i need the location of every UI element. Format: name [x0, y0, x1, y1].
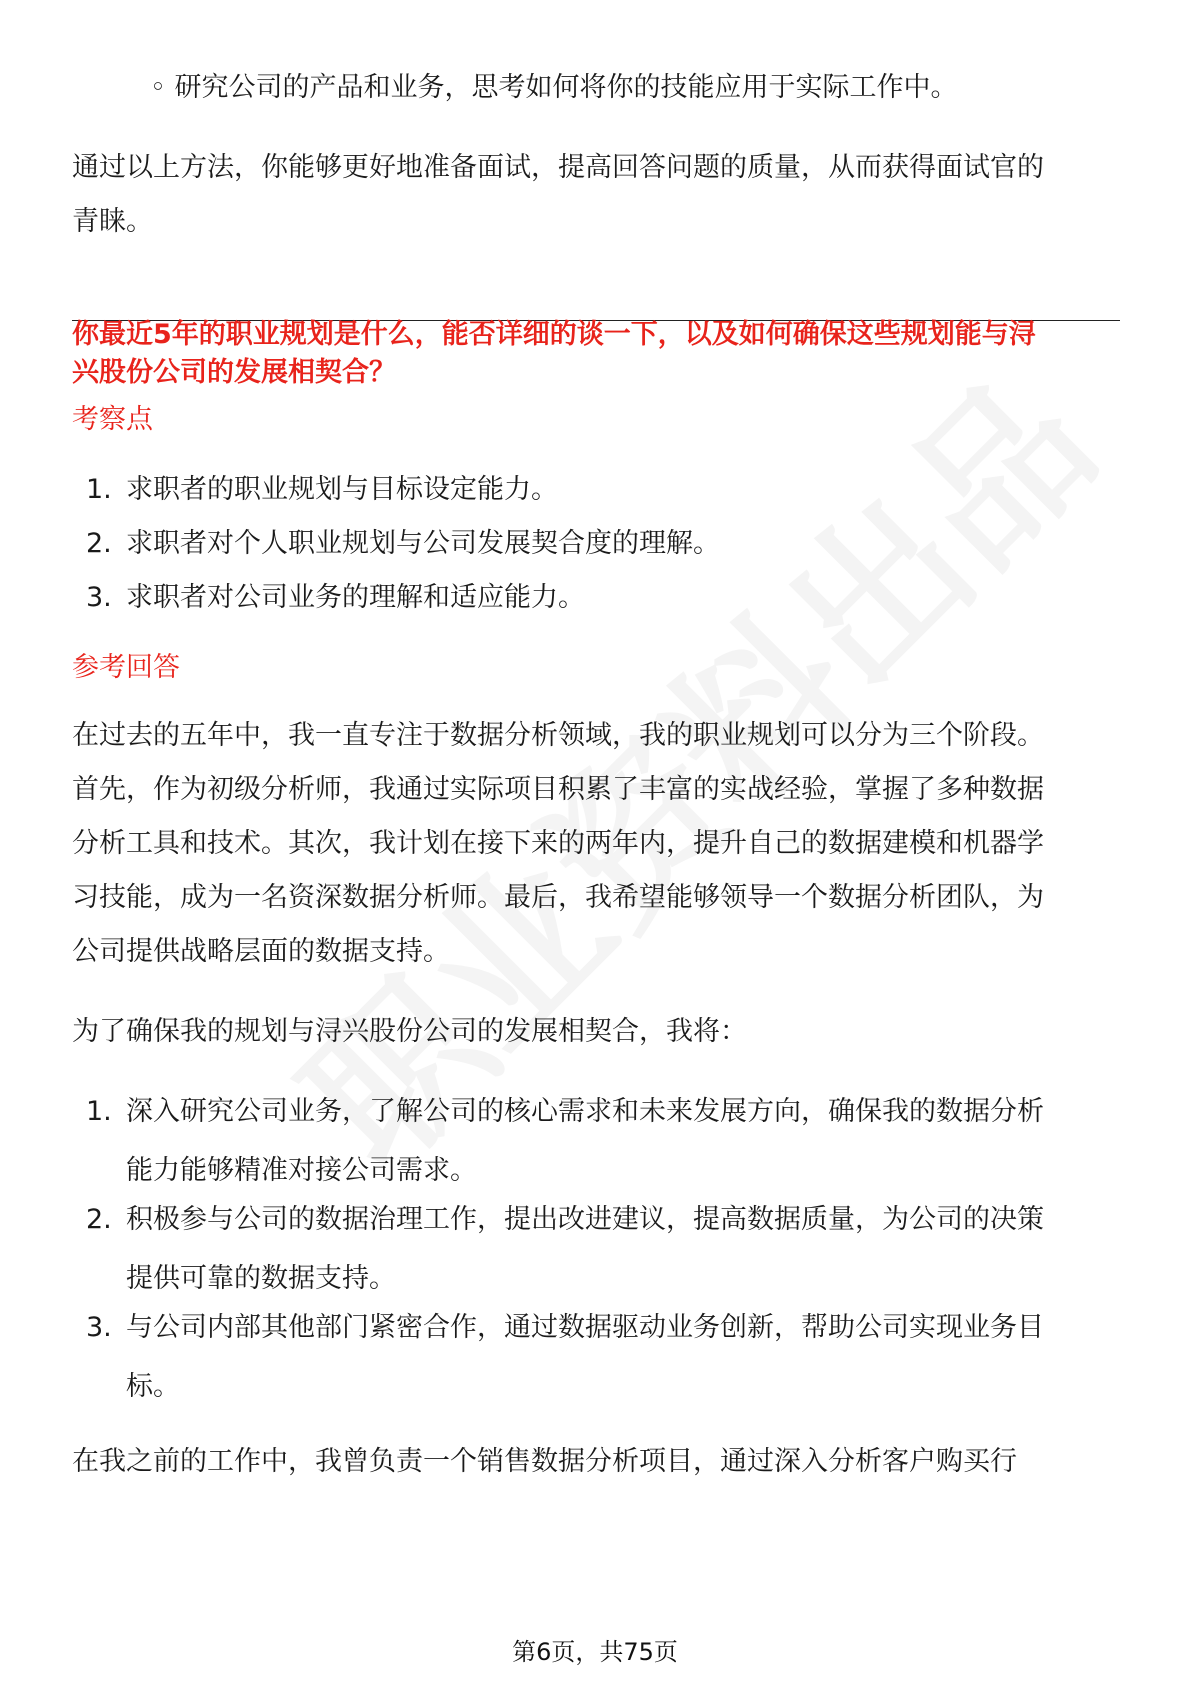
answer-item-line-1: 深入研究公司业务，了解公司的核心需求和未来发展方向，确保我的数据分析	[126, 1096, 1044, 1127]
page-number-footer: 第6页，共75页	[512, 1638, 678, 1666]
answer-item-line-1: 积极参与公司的数据治理工作，提出改进建议，提高数据质量，为公司的决策	[126, 1204, 1044, 1235]
watermark	[243, 315, 1138, 1210]
answer-para2: 为了确保我的规划与浔兴股份公司的发展相契合，我将：	[72, 1016, 747, 1047]
answer-item-line-2: 能力能够精准对接公司需求。	[126, 1155, 477, 1186]
question-line-1: 你最近5年的职业规划是什么，能否详细的谈一下，以及如何确保这些规划能与浔	[72, 319, 1036, 350]
question-line-2: 兴股份公司的发展相契合？	[72, 357, 396, 388]
focus-item-text: 求职者对个人职业规划与公司发展契合度的理解。	[126, 528, 720, 559]
sub-bullet-marker: ◦	[150, 72, 166, 103]
answer-para1-line: 公司提供战略层面的数据支持。	[72, 936, 450, 967]
answer-item-number: 2.	[86, 1204, 112, 1235]
focus-item-number: 1.	[86, 474, 112, 505]
focus-item-number: 2.	[86, 528, 112, 559]
answer-item-text	[126, 1202, 1044, 1297]
answer-item-line-2: 标。	[126, 1371, 180, 1402]
answer-item-line-1: 与公司内部其他部门紧密合作，通过数据驱动业务创新，帮助公司实现业务目	[126, 1312, 1044, 1343]
focus-item-text: 求职者对公司业务的理解和适应能力。	[126, 582, 585, 613]
answer-item-number: 3.	[86, 1312, 112, 1343]
sub-bullet-item	[150, 70, 958, 106]
focus-title: 考察点	[72, 404, 153, 435]
answer-para1-line: 分析工具和技术。其次，我计划在接下来的两年内，提升自己的数据建模和机器学	[72, 828, 1044, 859]
focus-item-number: 3.	[86, 582, 112, 613]
answer-para3: 在我之前的工作中，我曾负责一个销售数据分析项目，通过深入分析客户购买行	[72, 1446, 1017, 1477]
summary-line-1: 通过以上方法，你能够更好地准备面试，提高回答问题的质量，从而获得面试官的	[72, 152, 1044, 183]
focus-item-text: 求职者的职业规划与目标设定能力。	[126, 474, 558, 505]
sub-bullet-text: 研究公司的产品和业务，思考如何将你的技能应用于实际工作中。	[174, 72, 958, 103]
answer-item-line-2: 提供可靠的数据支持。	[126, 1263, 396, 1294]
answer-item-text	[126, 1094, 1044, 1189]
answer-title: 参考回答	[72, 652, 180, 683]
answer-para1-line: 在过去的五年中，我一直专注于数据分析领域，我的职业规划可以分为三个阶段。	[72, 720, 1044, 751]
answer-item-text	[126, 1310, 1044, 1405]
answer-para1-line: 首先，作为初级分析师，我通过实际项目积累了丰富的实战经验，掌握了多种数据	[72, 774, 1044, 805]
answer-item-number: 1.	[86, 1096, 112, 1127]
summary-line-2: 青睐。	[72, 206, 153, 237]
question-heading	[72, 316, 1132, 392]
answer-para1-line: 习技能，成为一名资深数据分析师。最后，我希望能够领导一个数据分析团队，为	[72, 882, 1044, 913]
